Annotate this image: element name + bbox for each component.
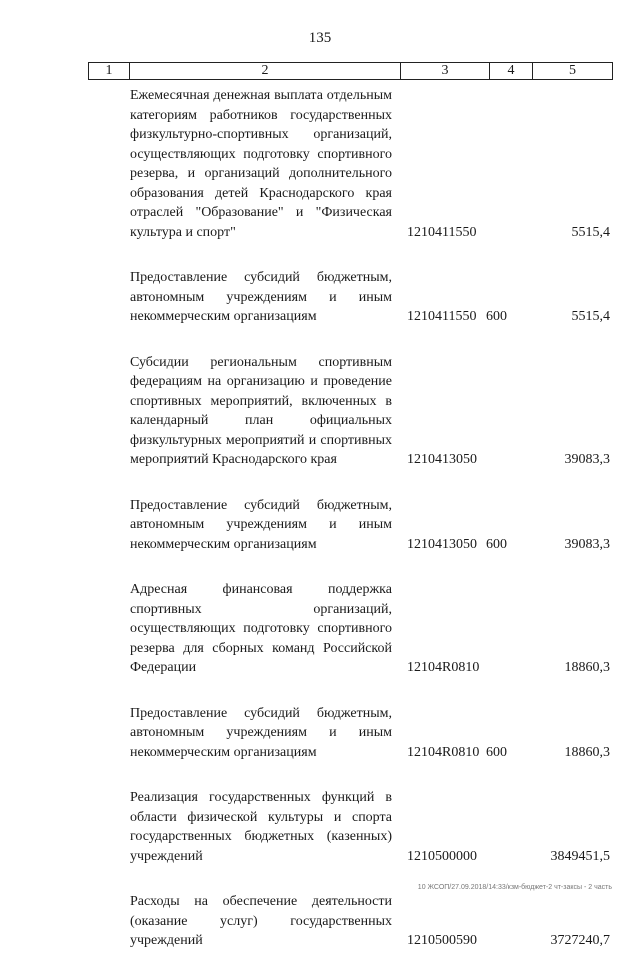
row-name: Предоставление субсидий бюджетным, автономным учреждениям и иным некоммерческим организациям — [130, 497, 392, 552]
row-sum: 18860,3 — [564, 660, 610, 675]
row-sum: 39083,3 — [564, 452, 610, 467]
table-row — [130, 788, 610, 866]
row-expense-type: 600 — [486, 536, 507, 552]
row-code: 1210413050 — [407, 536, 477, 552]
header-col-5: 5 — [569, 63, 576, 78]
row-sum: 18860,3 — [564, 744, 610, 760]
header-col-3: 3 — [401, 63, 490, 79]
row-code: 12104R0810 — [407, 660, 480, 675]
row-expense-type: 600 — [486, 309, 507, 324]
row-sum: 3849451,5 — [550, 848, 610, 864]
row-sum: 5515,4 — [571, 224, 610, 240]
row-sum: 39083,3 — [564, 536, 610, 552]
document-footer-stamp: 10 ЖСОП/27.09.2018/14:33/кзм-бюджет-2 чт-заксы - 2 часть — [417, 884, 612, 891]
row-code: 1210500000 — [407, 848, 477, 864]
row-name: Адресная финансовая поддержка спортивных организаций, осуществляющих подготовку спортивного резерва для сборных команд Российской Федерации — [130, 582, 392, 675]
row-code: 1210411550 — [407, 224, 477, 240]
row-name: Расходы на обеспечение деятельности (оказание услуг) государственных учреждений — [130, 894, 392, 948]
row-name: Предоставление субсидий бюджетным, автономным учреждениям и иным некоммерческим организациям — [130, 270, 392, 324]
table-row — [130, 268, 610, 327]
table-header — [88, 62, 613, 80]
table-row — [130, 704, 610, 763]
row-code: 1210413050 — [407, 452, 477, 467]
row-code: 1210411550 — [407, 309, 477, 324]
table-row — [130, 496, 610, 555]
table-row — [130, 353, 610, 470]
header-col-2: 2 — [130, 63, 401, 79]
row-name: Предоставление субсидий бюджетным, автономным учреждениям и иным некоммерческим организациям — [130, 705, 392, 760]
budget-table-body — [130, 86, 610, 977]
table-row — [130, 892, 610, 951]
table-row — [130, 580, 610, 678]
row-code: 12104R0810 — [407, 744, 480, 760]
page-number: 135 — [308, 30, 332, 46]
header-col-4: 4 — [490, 63, 533, 79]
row-expense-type: 600 — [486, 744, 507, 760]
row-sum: 5515,4 — [571, 309, 610, 324]
row-name: Субсидии региональным спортивным федерациям на организацию и проведение спортивных мероприятий, включенных в календарный план официальных физкультурных мероприятий и спортивных мероприятий Краснодарского края — [130, 354, 392, 467]
row-code: 1210500590 — [407, 933, 477, 948]
header-col-1: 1 — [89, 63, 130, 79]
row-sum: 3727240,7 — [550, 933, 610, 948]
table-row — [130, 86, 610, 242]
row-name: Реализация государственных функций в области физической культуры и спорта государственных бюджетных (казенных) учреждений — [130, 790, 392, 864]
row-name: Ежемесячная денежная выплата отдельным категориям работников государственных физкультурно-спортивных организаций, осуществляющих подготовку спортивного резерва, и организаций дополнительного образования детей Краснодарского края отраслей "Образование" и "Физическая культура и спорт" — [130, 88, 392, 240]
